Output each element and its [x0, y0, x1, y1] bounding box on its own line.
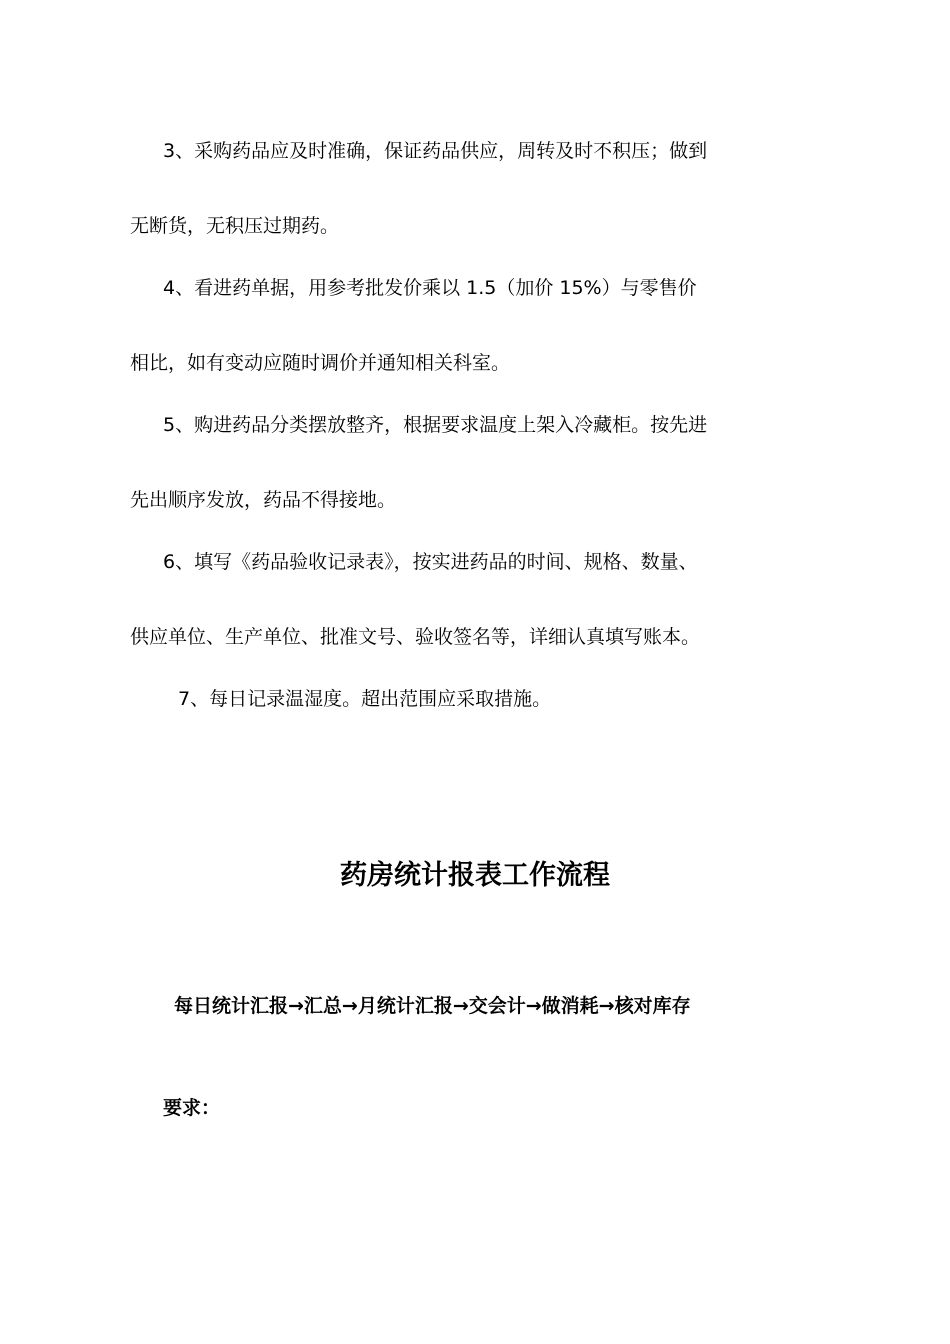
item-4-line-1: 4、看进药单据，用参考批发价乘以 1.5（加价 15%）与零售价: [163, 277, 697, 299]
item-3-line-2: 无断货，无积压过期药。: [130, 215, 340, 237]
item-6-line-2: 供应单位、生产单位、批准文号、验收签名等，详细认真填写账本。: [130, 626, 701, 648]
item-7-line-1: 7、每日记录温湿度。超出范围应采取措施。: [178, 688, 552, 710]
requirement-label: 要求：: [163, 1097, 221, 1119]
item-5-line-1: 5、购进药品分类摆放整齐，根据要求温度上架入冷藏柜。按先进: [163, 414, 708, 436]
workflow-line: 每日统计汇报→汇总→月统计汇报→交会计→做消耗→核对库存: [174, 995, 691, 1017]
item-3-line-1: 3、采购药品应及时准确，保证药品供应，周转及时不积压；做到: [163, 140, 708, 162]
item-5-line-2: 先出顺序发放，药品不得接地。: [130, 489, 397, 511]
item-4-line-2: 相比，如有变动应随时调价并通知相关科室。: [130, 352, 511, 374]
section-title: 药房统计报表工作流程: [340, 860, 610, 891]
item-6-line-1: 6、填写《药品验收记录表》，按实进药品的时间、规格、数量、: [163, 551, 698, 573]
